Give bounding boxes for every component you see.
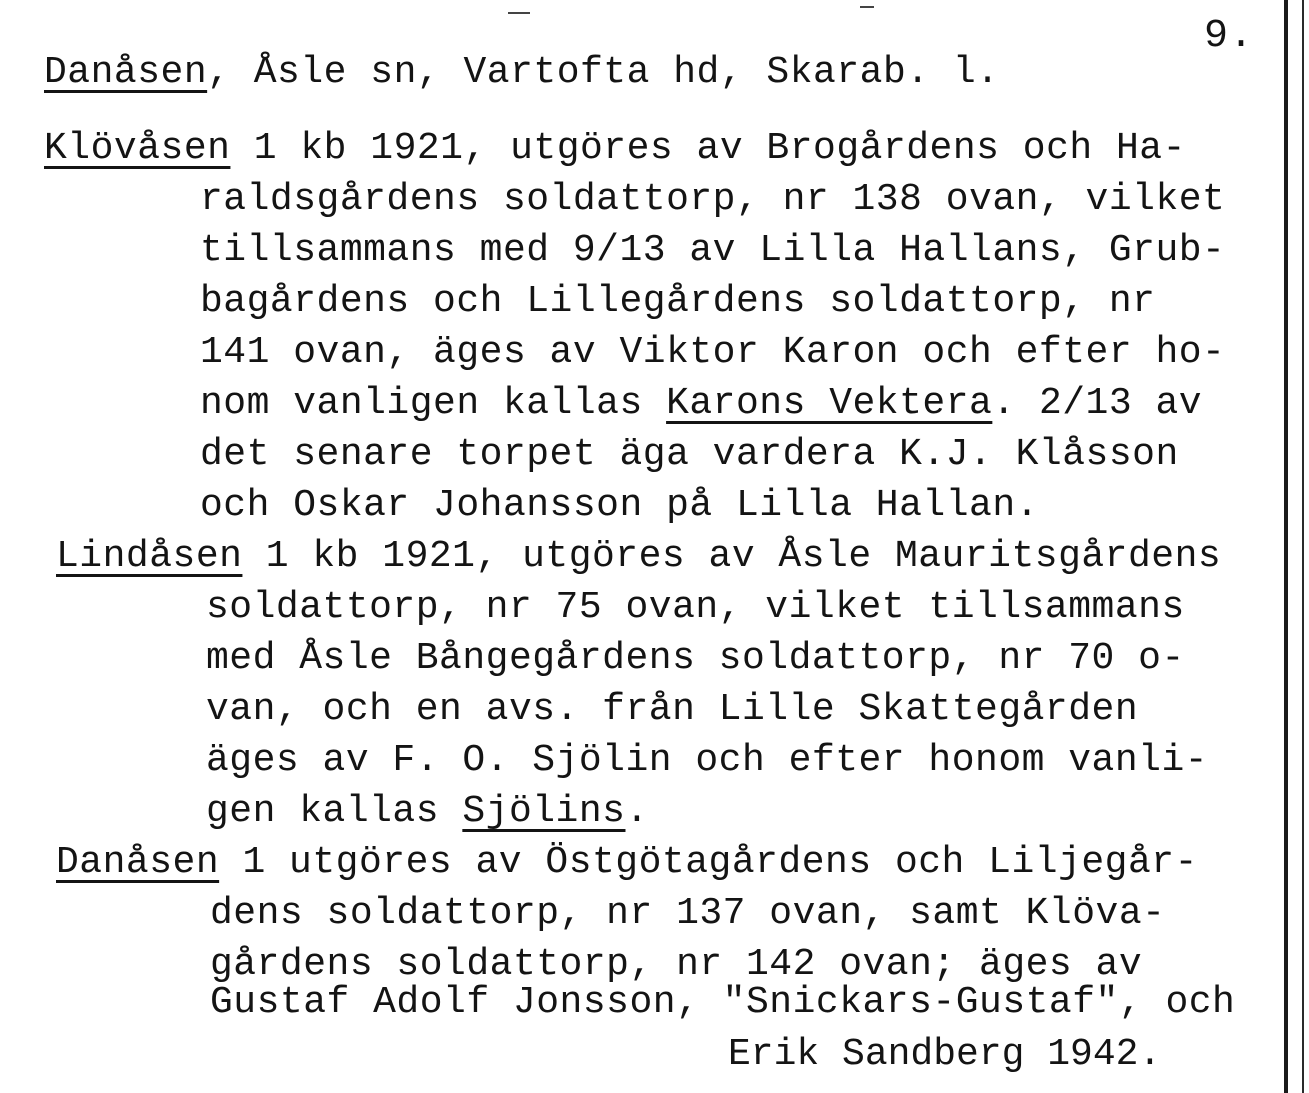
entry-line: soldattorp, nr 75 ovan, vilket tillsammans (206, 586, 1185, 629)
entry-first-line (56, 535, 1222, 578)
entry-first-line (56, 841, 1198, 884)
entry-line-after: . 2/13 av (992, 382, 1203, 425)
entry-line (200, 382, 1203, 425)
entry-name: Klövåsen (44, 127, 231, 170)
entry-line: tillsammans med 9/13 av Lilla Hallans, Grub- (200, 229, 1226, 272)
entry-line: gårdens soldattorp, nr 142 ovan; äges av (210, 943, 1143, 986)
signature: Erik Sandberg 1942. (728, 1033, 1162, 1076)
heading-line (44, 51, 1000, 94)
entry-line: raldsgårdens soldattorp, nr 138 ovan, vilket (200, 178, 1226, 221)
card-edge-border (1284, 0, 1288, 1093)
entry-first-line-rest: 1 kb 1921, utgöres av Brogårdens och Ha- (230, 127, 1186, 170)
entry-line: dens soldattorp, nr 137 ovan, samt Klöva- (210, 892, 1166, 935)
entry-line: och Oskar Johansson på Lilla Hallan. (200, 484, 1039, 527)
scan-speck (860, 6, 874, 8)
entry-nickname: Sjölins (462, 790, 626, 833)
entry-first-line-rest: 1 kb 1921, utgöres av Åsle Mauritsgårdens (242, 535, 1222, 578)
entry-line: bagårdens och Lillegårdens soldattorp, nr (200, 280, 1156, 323)
entry-line: van, och en avs. från Lille Skattegården (206, 688, 1139, 731)
heading-rest: , Åsle sn, Vartofta hd, Skarab. l. (207, 51, 1000, 94)
entry-line: äges av F. O. Sjölin och efter honom vanli- (206, 739, 1209, 782)
page-number: 9. (1204, 14, 1255, 59)
entry-line: Gustaf Adolf Jonsson, "Snickars-Gustaf", och (210, 981, 1236, 1024)
entry-line (206, 790, 649, 833)
heading-place: Danåsen (44, 51, 208, 94)
entry-line: med Åsle Bångegårdens soldattorp, nr 70 o- (206, 637, 1185, 680)
entry-name: Lindåsen (56, 535, 243, 578)
entry-line: 141 ovan, äges av Viktor Karon och efter ho- (200, 331, 1226, 374)
entry-line-before: nom vanligen kallas (200, 382, 667, 425)
entry-nickname: Karons Vektera (666, 382, 993, 425)
entry-name: Danåsen (56, 841, 220, 884)
entry-first-line-rest: 1 utgöres av Östgötagårdens och Liljegår- (219, 841, 1198, 884)
entry-line-after: . (625, 790, 649, 833)
entry-line: det senare torpet äga vardera K.J. Klåsson (200, 433, 1179, 476)
entry-first-line (44, 127, 1186, 170)
entry-line-before: gen kallas (206, 790, 463, 833)
scan-speck (508, 12, 530, 14)
card-edge-border-outer (1302, 0, 1304, 1093)
